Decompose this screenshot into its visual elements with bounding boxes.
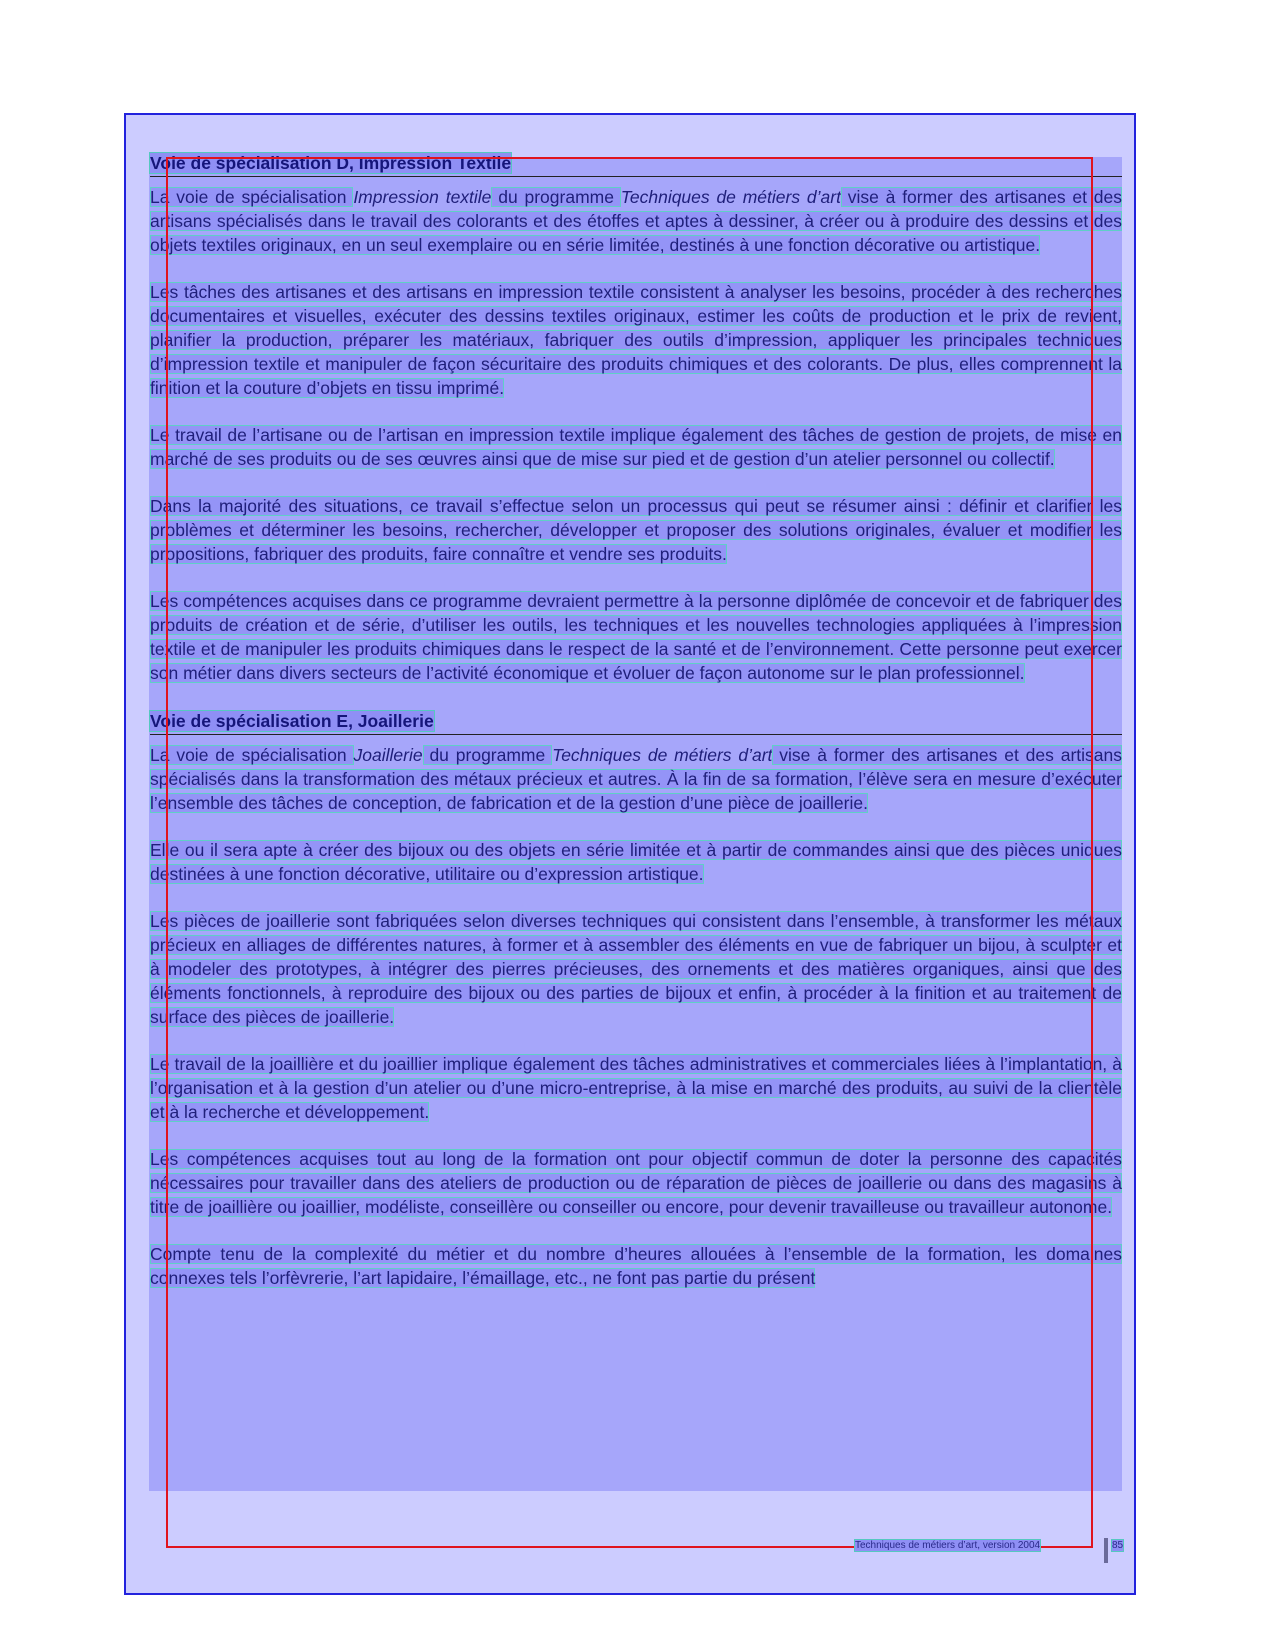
section-e-paragraph-2 — [150, 838, 1122, 886]
section-d-p1-em1: Impression textile — [353, 187, 492, 207]
footer-divider — [1104, 1538, 1108, 1563]
section-e-heading — [150, 708, 1122, 735]
section-e-p1-em2: Techniques de métiers d’art — [552, 745, 773, 765]
section-d-p3-text: Le travail de l’artisane ou de l’artisan en impression textile implique également des tâches de gestion de projets, de mise en marché de ses produits ou de ses œuvres ainsi que de mise sur pied et de gestion d’un atelier personnel ou collectif. — [150, 425, 1122, 469]
section-e-heading-text: Voie de spécialisation E, Joaillerie — [150, 711, 434, 731]
section-d-paragraph-1 — [150, 185, 1122, 257]
section-d-p1-a: La voie de spécialisation — [150, 187, 354, 207]
section-e-paragraph-1 — [150, 743, 1122, 815]
footer-page-number: 85 — [1112, 1540, 1124, 1551]
section-d-paragraph-5 — [150, 589, 1122, 685]
section-e-paragraph-6 — [150, 1242, 1122, 1290]
section-d-p2-text: Les tâches des artisanes et des artisans en impression textile consistent à analyser les besoins, procéder à des recherches documentaires et visuelles, exécuter des dessins textiles originaux, estimer les coûts de production et le prix de revient, planifier la production, préparer les matériaux, fabriquer des outils d’impression, appliquer les principales techniques d’impression textile et manipuler de façon sécuritaire des produits chimiques et des colorants. De plus, elles comprennent la finition et la couture d’objets en tissu imprimé. — [150, 282, 1122, 398]
section-e-p3-text: Les pièces de joaillerie sont fabriquées selon diverses techniques qui consistent dans l’ensemble, à transformer les métaux précieux en alliages de différentes natures, à former et à assembler des éléments en vue de fabriquer un bijou, à sculpter et à modeler des prototypes, à intégrer des pierres précieuses, des ornements et des matières organiques, ainsi que des éléments fonctionnels, à reproduire des bijoux ou des parties de bijoux et enfin, à procéder à la finition et au traitement de surface des pièces de joaillerie. — [150, 911, 1122, 1027]
section-e-p6-text: Compte tenu de la complexité du métier et du nombre d’heures allouées à l’ensemble de la formation, les domaines connexes tels l’orfèvrerie, l’art lapidaire, l’émaillage, etc., ne font pas partie du présent — [150, 1244, 1122, 1288]
section-e-paragraph-3 — [150, 909, 1122, 1029]
section-e-p1-em1: Joaillerie — [353, 745, 423, 765]
document-body — [150, 150, 1122, 1313]
section-e-p5-text: Les compétences acquises tout au long de la formation ont pour objectif commun de doter la personne des capacités nécessaires pour travailler dans des ateliers de production ou de réparation de pièces de joaillerie ou dans des magasins à titre de joaillière ou joaillier, modéliste, conseillère ou conseiller ou encore, pour devenir travailleuse ou travailleur autonome. — [150, 1149, 1122, 1217]
section-d-p1-em2: Techniques de métiers d’art — [620, 187, 841, 207]
section-e-p1-a: La voie de spécialisation — [150, 745, 354, 765]
section-e-p4-text: Le travail de la joaillière et du joaillier implique également des tâches administratives et commerciales liées à l’implantation, à l’organisation et à la gestion d’un atelier ou d’une micro-entreprise, à la mise en marché des produits, au suivi de la clientèle et à la recherche et développement. — [150, 1054, 1122, 1122]
section-e-p1-c: vise à former des artisanes et des artisans spécialisés dans la transformation des métaux précieux et autres. À la fin de sa formation, l’élève sera en mesure d’exécuter l’ensemble des tâches de conception, de fabrication et de la gestion d’une pièce de joaillerie. — [150, 745, 1123, 813]
section-d-paragraph-2 — [150, 280, 1122, 400]
section-e-p1-b: du programme — [422, 745, 553, 765]
section-d-heading — [150, 150, 1122, 177]
section-d-paragraph-3 — [150, 423, 1122, 471]
section-e-paragraph-4 — [150, 1052, 1122, 1124]
section-d-p1-b: du programme — [491, 187, 621, 207]
section-e-paragraph-5 — [150, 1147, 1122, 1219]
section-d-p1-c: vise à former des artisanes et des artisans spécialisés dans le travail des colorants et des étoffes et aptes à dessiner, à créer ou à produire des dessins et des objets textiles originaux, en un seul exemplaire ou en série limitée, destinés à une fonction décorative ou artistique. — [150, 187, 1123, 255]
section-e-p2-text: Elle ou il sera apte à créer des bijoux ou des objets en série limitée et à partir de commandes ainsi que des pièces uniques destinées à une fonction décorative, utilitaire ou d’expression artistique. — [150, 840, 1122, 884]
footer-label: Techniques de métiers d’art, version 2004 — [855, 1540, 1041, 1551]
section-d-heading-text: Voie de spécialisation D, Impression Textile — [150, 153, 512, 173]
section-d-p5-text: Les compétences acquises dans ce programme devraient permettre à la personne diplômée de concevoir et de fabriquer des produits de création et de série, d’utiliser les outils, les techniques et les nouvelles technologies appliquées à l’impression textile et de manipuler les produits chimiques dans le respect de la santé et de l’environnement. Cette personne peut exercer son métier dans divers secteurs de l’activité économique et évoluer de façon autonome sur le plan professionnel. — [150, 591, 1122, 683]
section-d-p4-text: Dans la majorité des situations, ce travail s’effectue selon un processus qui peut se résumer ainsi : définir et clarifier les problèmes et déterminer les besoins, rechercher, développer et proposer des solutions originales, évaluer et modifier les propositions, fabriquer des produits, faire connaître et vendre ses produits. — [150, 496, 1122, 564]
section-d-paragraph-4 — [150, 494, 1122, 566]
